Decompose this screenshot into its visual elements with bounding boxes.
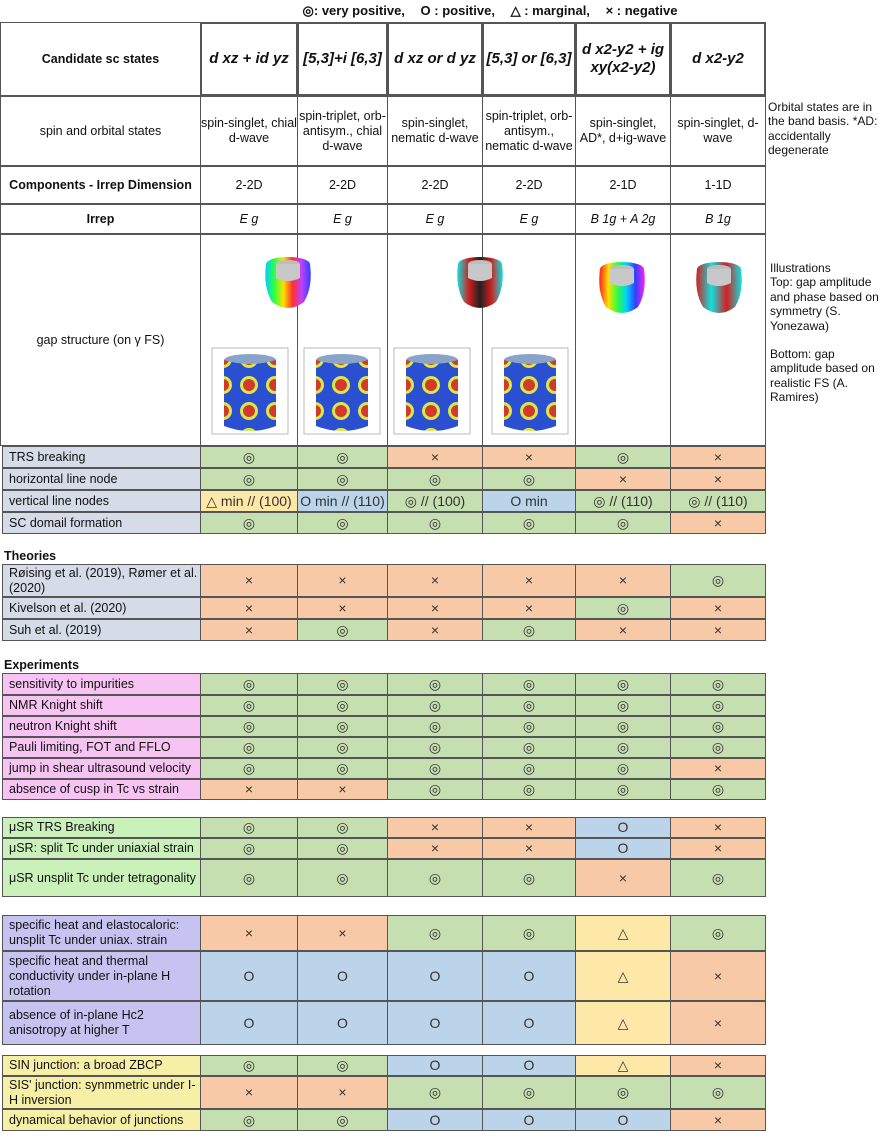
rating-cell: ◎ — [670, 737, 766, 758]
legend-very-positive: ◎: very positive, — [302, 3, 405, 18]
rating-cell: ◎ // (100) — [387, 490, 483, 512]
irrep-value-3: E g — [482, 204, 576, 234]
spin-orbital-value-5: spin-singlet, d-wave — [670, 96, 766, 166]
rating-cell: ◎ — [387, 1076, 483, 1109]
row-label: TRS breaking — [2, 446, 201, 468]
rating-cell: O — [297, 951, 388, 1001]
rating-cell: O — [387, 1055, 483, 1076]
rating-cell: ◎ — [482, 619, 576, 641]
rating-cell: ◎ — [200, 673, 298, 695]
rating-cell: ◎ — [670, 564, 766, 597]
rating-cell: ◎ — [670, 673, 766, 695]
rating-cell: × — [387, 597, 483, 619]
rating-cell: × — [200, 1076, 298, 1109]
spin-orbital-value-0: spin-singlet, chial d-wave — [200, 96, 298, 166]
rating-cell: O — [482, 1109, 576, 1131]
rating-cell: × — [575, 564, 671, 597]
rating-cell: ◎ — [670, 915, 766, 951]
gap-top-image-nematic-d — [450, 252, 510, 314]
rating-cell: ◎ — [200, 737, 298, 758]
irrep-label: Irrep — [0, 204, 201, 234]
rating-cell: × — [670, 1055, 766, 1076]
rating-cell: × — [670, 619, 766, 641]
rating-cell: O — [200, 951, 298, 1001]
rating-cell: ◎ — [200, 859, 298, 897]
rating-cell: × — [482, 446, 576, 468]
row-label: jump in shear ultrasound velocity — [2, 758, 201, 779]
rating-cell: ◎ — [670, 695, 766, 716]
row-label: specific heat and thermal conductivity under in-plane H rotation — [2, 951, 201, 1001]
row-label: horizontal line node — [2, 468, 201, 490]
rating-cell: ◎ — [297, 758, 388, 779]
rating-cell: ◎ — [575, 779, 671, 800]
rating-cell: ◎ — [200, 1055, 298, 1076]
rating-cell: ◎ — [200, 1109, 298, 1131]
row-label: neutron Knight shift — [2, 716, 201, 737]
rating-cell: ◎ — [575, 737, 671, 758]
legend-negative: × : negative — [605, 3, 678, 18]
irrep-value-1: E g — [297, 204, 388, 234]
rating-cell: ◎ — [482, 512, 576, 534]
rating-cell: ◎ — [482, 859, 576, 897]
rating-cell: ◎ — [482, 695, 576, 716]
illustration-note-bottom: Bottom: gap amplitude based on realistic FS (A. Ramires) — [770, 346, 875, 405]
legend-positive: O : positive, — [420, 3, 495, 18]
components-value-4: 2-1D — [575, 166, 671, 204]
rating-cell: O — [387, 1109, 483, 1131]
rating-cell: △ — [575, 1001, 671, 1045]
rating-cell: ◎ — [200, 838, 298, 859]
row-label: absence of in-plane Hc2 anisotropy at higher T — [2, 1001, 201, 1045]
state-header-3: [5,3] or [6,3] — [482, 22, 576, 96]
rating-cell: × — [670, 951, 766, 1001]
rating-cell: △ min // (100) — [200, 490, 298, 512]
illustration-note — [770, 261, 884, 405]
rating-cell: O — [482, 1055, 576, 1076]
rating-cell: ◎ — [482, 716, 576, 737]
illustration-note-top: Top: gap amplitude and phase based on symmetry (S. Yonezawa) — [770, 275, 879, 333]
rating-cell: O — [387, 1001, 483, 1045]
rating-cell: ◎ — [387, 716, 483, 737]
rating-cell: × — [482, 564, 576, 597]
rating-cell: ◎ — [297, 446, 388, 468]
gap-top-image-d-ig — [592, 257, 652, 319]
rating-cell: × — [670, 468, 766, 490]
rating-cell: × — [575, 859, 671, 897]
rating-cell: ◎ — [200, 446, 298, 468]
rating-cell: ◎ — [482, 468, 576, 490]
rating-cell: ◎ — [482, 758, 576, 779]
spin-orbital-value-2: spin-singlet, nematic d-wave — [387, 96, 483, 166]
rating-cell: O — [575, 1109, 671, 1131]
rating-cell: ◎ // (110) — [575, 490, 671, 512]
state-header-1: [5,3]+i [6,3] — [297, 22, 388, 96]
rating-cell: ◎ — [297, 817, 388, 838]
rating-cell: ◎ — [575, 673, 671, 695]
rating-cell: ◎ — [482, 779, 576, 800]
rating-cell: × — [297, 779, 388, 800]
rating-cell: × — [575, 468, 671, 490]
legend — [200, 3, 780, 19]
row-label: SIN junction: a broad ZBCP — [2, 1055, 201, 1076]
row-label: absence of cusp in Tc vs strain — [2, 779, 201, 800]
rating-cell: ◎ — [387, 737, 483, 758]
rating-cell: × — [387, 838, 483, 859]
components-value-1: 2-2D — [297, 166, 388, 204]
experiments-title: Experiments — [4, 658, 80, 672]
row-label: μSR: split Tc under uniaxial strain — [2, 838, 201, 859]
row-label: sensitivity to impurities — [2, 673, 201, 695]
rating-cell: ◎ — [297, 512, 388, 534]
rating-cell: ◎ — [575, 716, 671, 737]
row-label: Suh et al. (2019) — [2, 619, 201, 641]
rating-cell: △ — [575, 915, 671, 951]
rating-cell: ◎ — [670, 779, 766, 800]
theories-title: Theories — [4, 549, 57, 563]
rating-cell: ◎ — [200, 716, 298, 737]
row-label: vertical line nodes — [2, 490, 201, 512]
state-header-0: d xz + id yz — [200, 22, 298, 96]
rating-cell: × — [670, 838, 766, 859]
row-label: μSR TRS Breaking — [2, 817, 201, 838]
rating-cell: × — [670, 817, 766, 838]
row-label: Pauli limiting, FOT and FFLO — [2, 737, 201, 758]
rating-cell: ◎ — [297, 1055, 388, 1076]
spin-orbital-value-4: spin-singlet, AD*, d+ig-wave — [575, 96, 671, 166]
spin-orbital-value-1: spin-triplet, orb-antisym., chial d-wave — [297, 96, 388, 166]
rating-cell: ◎ — [297, 619, 388, 641]
rating-cell: × — [482, 597, 576, 619]
rating-cell: × — [387, 564, 483, 597]
row-label: NMR Knight shift — [2, 695, 201, 716]
rating-cell: O min — [482, 490, 576, 512]
rating-cell: × — [200, 779, 298, 800]
rating-cell: × — [297, 1076, 388, 1109]
rating-cell: × — [387, 817, 483, 838]
gap-bottom-image-3 — [490, 346, 570, 438]
rating-cell: ◎ — [482, 737, 576, 758]
rating-cell: ◎ — [387, 758, 483, 779]
gap-top-image-d-wave — [689, 257, 749, 319]
state-header-4: d x2-y2 + ig xy(x2-y2) — [575, 22, 671, 96]
rating-cell: × — [297, 597, 388, 619]
rating-cell: ◎ — [297, 737, 388, 758]
row-label: SC domail formation — [2, 512, 201, 534]
rating-cell: ◎ — [575, 597, 671, 619]
rating-cell: ◎ — [387, 673, 483, 695]
rating-cell: × — [670, 1109, 766, 1131]
rating-cell: × — [575, 619, 671, 641]
rating-cell: ◎ — [575, 758, 671, 779]
rating-cell: ◎ — [482, 915, 576, 951]
components-value-5: 1-1D — [670, 166, 766, 204]
rating-cell: ◎ — [200, 695, 298, 716]
header-label: Candidate sc states — [0, 22, 201, 96]
rating-cell: ◎ — [670, 716, 766, 737]
rating-cell: ◎ — [575, 446, 671, 468]
illustration-note-title: Illustrations — [770, 261, 831, 275]
rating-cell: × — [387, 446, 483, 468]
rating-cell: × — [297, 564, 388, 597]
rating-cell: × — [200, 597, 298, 619]
rating-cell: ◎ — [482, 673, 576, 695]
row-label: μSR unsplit Tc under tetragonality — [2, 859, 201, 897]
rating-cell: × — [482, 817, 576, 838]
rating-cell: ◎ — [575, 1076, 671, 1109]
rating-cell: ◎ — [297, 468, 388, 490]
rating-cell: ◎ — [575, 512, 671, 534]
rating-cell: △ — [575, 951, 671, 1001]
rating-cell: O — [482, 1001, 576, 1045]
rating-cell: × — [670, 512, 766, 534]
rating-cell: × — [200, 619, 298, 641]
rating-cell: × — [297, 915, 388, 951]
rating-cell: × — [670, 1001, 766, 1045]
rating-cell: ◎ — [297, 1109, 388, 1131]
rating-cell: ◎ — [297, 838, 388, 859]
rating-cell: ◎ — [297, 673, 388, 695]
row-label: SIS' junction: synmmetric under I-H inversion — [2, 1076, 201, 1109]
gap-bottom-image-1 — [302, 346, 382, 438]
rating-cell: ◎ — [297, 716, 388, 737]
rating-cell: O — [482, 951, 576, 1001]
rating-cell: × — [200, 915, 298, 951]
irrep-value-0: E g — [200, 204, 298, 234]
irrep-value-4: B 1g + A 2g — [575, 204, 671, 234]
rating-cell: O — [200, 1001, 298, 1045]
rating-cell: O — [297, 1001, 388, 1045]
irrep-value-5: B 1g — [670, 204, 766, 234]
row-label: dynamical behavior of junctions — [2, 1109, 201, 1131]
spin-orbital-value-3: spin-triplet, orb-antisym., nematic d-wave — [482, 96, 576, 166]
row-label: Røising et al. (2019), Rømer et al. (2020) — [2, 564, 201, 597]
rating-cell: ◎ — [387, 859, 483, 897]
rating-cell: ◎ — [387, 915, 483, 951]
rating-cell: ◎ // (110) — [670, 490, 766, 512]
components-label: Components - Irrep Dimension — [0, 166, 201, 204]
rating-cell: O min // (110) — [297, 490, 388, 512]
rating-cell: ◎ — [670, 859, 766, 897]
gap-top-image-chiral-d — [258, 252, 318, 314]
rating-cell: ◎ — [200, 468, 298, 490]
rating-cell: × — [482, 838, 576, 859]
components-value-2: 2-2D — [387, 166, 483, 204]
rating-cell: ◎ — [297, 695, 388, 716]
state-header-2: d xz or d yz — [387, 22, 483, 96]
rating-cell: ◎ — [297, 859, 388, 897]
rating-cell: × — [670, 758, 766, 779]
rating-cell: × — [387, 619, 483, 641]
rating-cell: △ — [575, 1055, 671, 1076]
spin-orbital-label: spin and orbital states — [0, 96, 201, 166]
rating-cell: O — [387, 951, 483, 1001]
legend-marginal: △ : marginal, — [510, 3, 590, 18]
rating-cell: × — [200, 564, 298, 597]
rating-cell: ◎ — [387, 512, 483, 534]
rating-cell: × — [670, 597, 766, 619]
rating-cell: × — [670, 446, 766, 468]
rating-cell: ◎ — [387, 468, 483, 490]
irrep-value-2: E g — [387, 204, 483, 234]
rating-cell: O — [575, 817, 671, 838]
components-value-3: 2-2D — [482, 166, 576, 204]
components-value-0: 2-2D — [200, 166, 298, 204]
rating-cell: ◎ — [387, 695, 483, 716]
gap-structure-label: gap structure (on γ FS) — [0, 234, 201, 446]
rating-cell: ◎ — [575, 695, 671, 716]
orbital-note: Orbital states are in the band basis. *AD: accidentally degenerate — [768, 100, 878, 158]
row-label: specific heat and elastocaloric: unsplit Tc under uniax. strain — [2, 915, 201, 951]
state-header-5: d x2-y2 — [670, 22, 766, 96]
gap-bottom-image-0 — [210, 346, 290, 438]
row-label: Kivelson et al. (2020) — [2, 597, 201, 619]
rating-cell: ◎ — [200, 758, 298, 779]
rating-cell: ◎ — [200, 512, 298, 534]
rating-cell: O — [575, 838, 671, 859]
gap-bottom-image-2 — [392, 346, 472, 438]
rating-cell: ◎ — [200, 817, 298, 838]
rating-cell: ◎ — [670, 1076, 766, 1109]
rating-cell: ◎ — [482, 1076, 576, 1109]
rating-cell: ◎ — [387, 779, 483, 800]
